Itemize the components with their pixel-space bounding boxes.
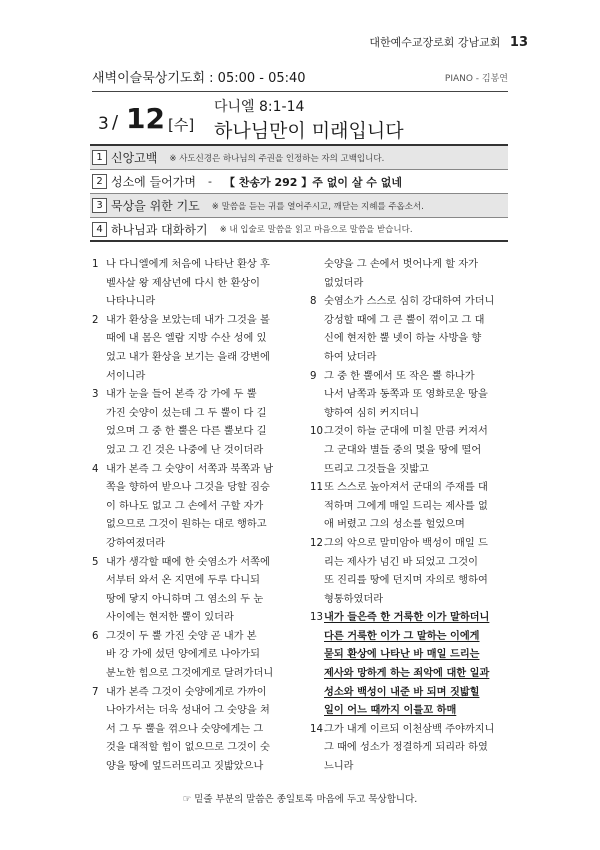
hymn-title: 【 찬송가 292 】주 없이 살 수 없네 — [223, 175, 402, 189]
step-label: 하나님과 대화하기 — [111, 222, 208, 237]
step-number: 1 — [92, 150, 107, 165]
verse-number: 4 — [92, 463, 99, 475]
verses-right-column — [310, 256, 518, 777]
date-block — [92, 98, 512, 144]
step-number: 3 — [92, 198, 107, 213]
verse — [92, 386, 304, 460]
step-number: 4 — [92, 222, 107, 237]
verse-text: 내가 환상을 보았는데 내가 그것을 볼 때에 내 몸은 엘람 지방 수산 성에 있 었고 내가 환상을 보기는 을래 강변에 서이니라 — [106, 314, 270, 382]
verse-number: 11 — [310, 482, 323, 494]
step-label: 성소에 들어가며 — [111, 175, 196, 189]
step-conversation — [90, 218, 508, 242]
verse-text: 또 스스로 높아져서 군대의 주재를 대 적하며 그에게 매일 드리는 제사를 없 애 버렸고 그의 성소를 헐었으며 — [324, 482, 488, 531]
verse-text: 숫양을 그 손에서 벗어나게 할 자가 없었더라 — [324, 259, 478, 289]
verse-number: 13 — [310, 612, 323, 624]
verse-number: 5 — [92, 556, 99, 568]
verse — [92, 684, 304, 777]
verse-number: 2 — [92, 314, 99, 326]
verse-text: 내가 본즉 그것이 숫양에게로 가까이 나아가서는 더욱 성내어 그 숫양을 쳐 서 그 두 뿔을 꺾으나 숫양에게는 그 것을 대적할 힘이 없으므로 그것이 숫 양을 땅에 엎드러뜨리고 짓밟았으나 — [106, 686, 270, 773]
verse-number: 3 — [92, 389, 99, 401]
verse — [310, 423, 518, 479]
verse-text: 그것이 두 뿔 가진 숫양 곧 내가 본 바 강 가에 섰던 양에게로 나아가되 분노한 힘으로 그것에게로 달려가더니 — [106, 630, 274, 680]
verse-text-underlined: 내가 들은즉 한 거룩한 이가 말하더니 다른 거룩한 이가 그 말하는 이에게 묻되 환상에 나타난 바 매일 드리는 제사와 망하게 하는 죄악에 대한 일과 성소와 백성이 내준 바 되며 짓밟힐 일이 어느 때까지 이를꼬 하매 — [324, 612, 490, 717]
step-note: ※ 말씀을 듣는 귀를 열어주시고, 깨닫는 지혜를 주옵소서. — [211, 201, 424, 212]
verse-underlined — [310, 609, 518, 721]
church-name: 대한예수교장로회 강남교회 — [369, 36, 501, 49]
date-weekday: [수] — [168, 116, 195, 134]
verse — [92, 554, 304, 628]
verse-text: 그 중 한 뿔에서 또 작은 뿔 하나가 나서 남쪽과 동쪽과 또 영화로운 땅을 향하여 심히 커지더니 — [324, 370, 488, 419]
verse-number: 9 — [310, 370, 317, 382]
verse-number: 14 — [310, 723, 323, 735]
verse — [92, 256, 304, 312]
verse-text: 내가 눈을 들어 본즉 강 가에 두 뿔 가진 숫양이 섰는데 그 두 뿔이 다 길 었으며 그 중 한 뿔은 다른 뿔보다 길 었고 그 긴 것은 나중에 난 것이더라 — [106, 389, 267, 456]
footer-note: ☞ 밑줄 부분의 말씀은 종일토록 마음에 두고 묵상합니다. — [182, 794, 418, 805]
step-meditation-prayer — [90, 194, 508, 218]
verse-text: 그것이 하늘 군대에 미칠 만큼 커져서 그 군대와 별들 중의 몇을 땅에 떨어 뜨리고 그것들을 짓밟고 — [324, 426, 488, 475]
verse-text: 내가 본즉 그 숫양이 서쪽과 북쪽과 남 쪽을 향하여 받으나 그것을 당할 짐승 이 하나도 없고 그 손에서 구할 자가 없으므로 그것이 원하는 대로 행하고 강하여졌더라 — [106, 463, 274, 549]
scripture-reference: 다니엘 8:1-14 — [214, 99, 305, 115]
verse-number: 10 — [310, 426, 323, 438]
verse-number: 8 — [310, 296, 317, 308]
verse — [92, 628, 304, 684]
verse-text: 나 다니엘에게 처음에 나타난 환상 후 벨사살 왕 제삼년에 다시 한 환상이 나타나니라 — [106, 259, 270, 308]
verse-text: 그가 내게 이르되 이천삼백 주야까지니 그 때에 성소가 정결하게 되리라 하였 느니라 — [324, 723, 495, 773]
step-note: ※ 내 입술로 말씀을 읽고 마음으로 말씀을 받습니다. — [219, 225, 413, 235]
verse — [310, 479, 518, 535]
verse — [310, 721, 518, 777]
verse — [310, 256, 518, 293]
date-month: 3 — [98, 114, 109, 134]
step-entering-sanctuary — [90, 170, 508, 194]
step-note: ※ 사도신경은 하나님의 주권을 인정하는 자의 고백입니다. — [169, 153, 385, 164]
sermon-title: 하나님만이 미래입니다 — [214, 120, 404, 142]
schedule-bar — [92, 66, 508, 92]
verse-text: 그의 악으로 말미암아 백성이 매일 드 리는 제사가 넘긴 바 되었고 그것이 또 진리를 땅에 던지며 자의로 행하여 형통하였더라 — [324, 537, 488, 605]
verse-number: 12 — [310, 537, 323, 549]
verse — [92, 312, 304, 386]
verse — [310, 368, 518, 424]
verse-number — [310, 256, 324, 293]
worship-steps — [90, 144, 508, 242]
step-number: 2 — [92, 174, 107, 189]
service-time: 새벽이슬묵상기도회 : 05:00 - 05:40 — [92, 71, 306, 86]
verse-text: 숫염소가 스스로 심히 강대하여 가더니 강성할 때에 그 큰 뿔이 꺾이고 그 대 신에 현저한 뿔 넷이 하늘 사방을 향 하여 났더라 — [324, 296, 495, 363]
page-number: 13 — [509, 35, 528, 50]
verse-number: 1 — [92, 259, 99, 270]
verse — [92, 461, 304, 554]
step-label: 묵상을 위한 기도 — [111, 199, 200, 213]
page-header — [60, 34, 528, 50]
verse-number: 7 — [92, 686, 99, 698]
verse — [310, 535, 518, 609]
step-label: 신앙고백 — [111, 151, 158, 165]
verse-number: 6 — [92, 630, 99, 642]
piano-credit: PIANO - 김봉연 — [444, 74, 508, 84]
date-slash: / — [112, 112, 119, 133]
verse-text: 내가 생각할 때에 한 숫염소가 서쪽에 서부터 와서 온 지면에 두루 다니되 땅에 닿지 아니하며 그 염소의 두 눈 사이에는 현저한 뿔이 있더라 — [106, 556, 270, 624]
step-confession — [90, 146, 508, 170]
date-day: 12 — [126, 102, 165, 135]
verses-left-column — [92, 256, 304, 777]
step-dash: - — [207, 175, 212, 188]
verse — [310, 293, 518, 367]
